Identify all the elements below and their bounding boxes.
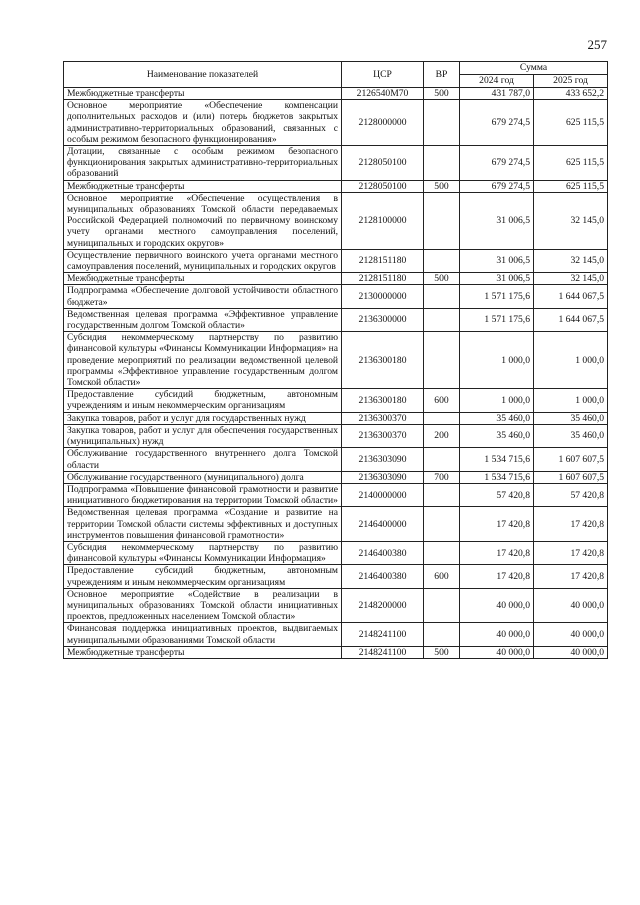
page-number: 257 xyxy=(587,37,607,52)
cell-vr: 600 xyxy=(424,389,460,412)
cell-name: Подпрограмма «Повышение финансовой грамотности и развитие инициативного бюджетирования на территории Томской области» xyxy=(64,483,342,506)
cell-vr xyxy=(424,623,460,646)
cell-v2025: 1 607 607,5 xyxy=(534,448,608,471)
cell-name: Межбюджетные трансферты xyxy=(64,273,342,285)
cell-v2025: 40 000,0 xyxy=(534,588,608,623)
col-header-csr: ЦСР xyxy=(342,62,424,88)
cell-csr: 2136300370 xyxy=(342,424,424,447)
cell-name: Субсидия некоммерческому партнерству по развитию финансовой культуры «Финансы Коммуникации Информация» на проведение мероприятий по реализации ведомственной целевой программы «Эффективное управление государственным долгом Томской области» xyxy=(64,332,342,389)
cell-name: Финансовая поддержка инициативных проектов, выдвигаемых муниципальными образованиями Томской области xyxy=(64,623,342,646)
col-header-vr: ВР xyxy=(424,62,460,88)
cell-vr: 500 xyxy=(424,273,460,285)
cell-vr: 500 xyxy=(424,646,460,658)
cell-v2024: 31 006,5 xyxy=(460,273,534,285)
cell-vr xyxy=(424,308,460,331)
cell-v2025: 35 460,0 xyxy=(534,412,608,424)
cell-v2024: 1 534 715,6 xyxy=(460,448,534,471)
cell-v2025: 17 420,8 xyxy=(534,565,608,588)
table-row xyxy=(64,646,608,658)
cell-csr: 2126540М70 xyxy=(342,88,424,100)
cell-name: Межбюджетные трансферты xyxy=(64,88,342,100)
cell-v2025: 1 000,0 xyxy=(534,332,608,389)
cell-name: Межбюджетные трансферты xyxy=(64,180,342,192)
cell-csr: 2148241100 xyxy=(342,646,424,658)
cell-v2024: 17 420,8 xyxy=(460,541,534,564)
cell-csr: 2128000000 xyxy=(342,100,424,146)
cell-name: Закупка товаров, работ и услуг для обеспечения государственных (муниципальных) нужд xyxy=(64,424,342,447)
cell-vr xyxy=(424,412,460,424)
cell-v2024: 679 274,5 xyxy=(460,180,534,192)
cell-csr: 2128050100 xyxy=(342,146,424,181)
cell-csr: 2128050100 xyxy=(342,180,424,192)
cell-name: Обслуживание государственного внутреннего долга Томской области xyxy=(64,448,342,471)
cell-v2025: 433 652,2 xyxy=(534,88,608,100)
cell-v2025: 1 644 067,5 xyxy=(534,308,608,331)
cell-name: Осуществление первичного воинского учета органами местного самоуправления поселений, муниципальных и городских округов xyxy=(64,249,342,272)
cell-vr xyxy=(424,249,460,272)
table-row xyxy=(64,180,608,192)
cell-vr xyxy=(424,448,460,471)
cell-csr: 2146400380 xyxy=(342,565,424,588)
cell-vr xyxy=(424,285,460,308)
cell-csr: 2146400000 xyxy=(342,507,424,542)
cell-v2024: 31 006,5 xyxy=(460,249,534,272)
cell-csr: 2128100000 xyxy=(342,192,424,249)
cell-v2024: 679 274,5 xyxy=(460,146,534,181)
table-row xyxy=(64,389,608,412)
cell-csr: 2130000000 xyxy=(342,285,424,308)
table-row xyxy=(64,249,608,272)
cell-v2025: 1 607 607,5 xyxy=(534,471,608,483)
cell-csr: 2148241100 xyxy=(342,623,424,646)
table-row xyxy=(64,100,608,146)
cell-vr: 200 xyxy=(424,424,460,447)
cell-v2024: 57 420,8 xyxy=(460,483,534,506)
cell-v2025: 1 644 067,5 xyxy=(534,285,608,308)
cell-vr xyxy=(424,100,460,146)
table-row xyxy=(64,541,608,564)
cell-name: Предоставление субсидий бюджетным, автономным учреждениям и иным некоммерческим организациям xyxy=(64,565,342,588)
cell-vr xyxy=(424,507,460,542)
cell-v2024: 17 420,8 xyxy=(460,507,534,542)
cell-v2025: 625 115,5 xyxy=(534,100,608,146)
cell-name: Ведомственная целевая программа «Эффективное управление государственным долгом Томской области» xyxy=(64,308,342,331)
table-row xyxy=(64,308,608,331)
cell-vr xyxy=(424,483,460,506)
cell-vr: 500 xyxy=(424,180,460,192)
cell-csr: 2148200000 xyxy=(342,588,424,623)
table-row xyxy=(64,623,608,646)
cell-v2025: 40 000,0 xyxy=(534,623,608,646)
cell-v2024: 40 000,0 xyxy=(460,588,534,623)
cell-name: Ведомственная целевая программа «Создание и развитие на территории Томской области системы эффективных и доступных инструментов повышения финансовой грамотности» xyxy=(64,507,342,542)
cell-vr: 500 xyxy=(424,88,460,100)
cell-csr: 2136300180 xyxy=(342,332,424,389)
cell-v2025: 35 460,0 xyxy=(534,424,608,447)
cell-vr xyxy=(424,541,460,564)
table-row xyxy=(64,88,608,100)
table-row xyxy=(64,588,608,623)
cell-v2024: 17 420,8 xyxy=(460,565,534,588)
cell-v2025: 1 000,0 xyxy=(534,389,608,412)
cell-csr: 2136300180 xyxy=(342,389,424,412)
col-header-name: Наименование показателей xyxy=(64,62,342,88)
cell-vr: 700 xyxy=(424,471,460,483)
cell-name: Межбюджетные трансферты xyxy=(64,646,342,658)
cell-csr: 2136303090 xyxy=(342,471,424,483)
table-row xyxy=(64,192,608,249)
cell-vr xyxy=(424,146,460,181)
cell-name: Обслуживание государственного (муниципального) долга xyxy=(64,471,342,483)
cell-vr xyxy=(424,588,460,623)
cell-v2024: 31 006,5 xyxy=(460,192,534,249)
cell-csr: 2140000000 xyxy=(342,483,424,506)
cell-csr: 2136303090 xyxy=(342,448,424,471)
cell-v2024: 1 571 175,6 xyxy=(460,285,534,308)
cell-v2025: 40 000,0 xyxy=(534,646,608,658)
cell-name: Субсидия некоммерческому партнерству по развитию финансовой культуры «Финансы Коммуникации Информация» xyxy=(64,541,342,564)
cell-name: Основное мероприятие «Обеспечение компенсации дополнительных расходов и (или) потерь бюджетов закрытых административно-территориальных образований, связанных с особым режимом безопасного функционирования» xyxy=(64,100,342,146)
cell-v2024: 679 274,5 xyxy=(460,100,534,146)
cell-csr: 2136300370 xyxy=(342,412,424,424)
budget-table xyxy=(63,61,608,659)
table-row xyxy=(64,273,608,285)
cell-name: Подпрограмма «Обеспечение долговой устойчивости областного бюджета» xyxy=(64,285,342,308)
cell-v2025: 32 145,0 xyxy=(534,273,608,285)
cell-csr: 2146400380 xyxy=(342,541,424,564)
table-body xyxy=(64,88,608,659)
cell-v2024: 35 460,0 xyxy=(460,424,534,447)
cell-v2025: 17 420,8 xyxy=(534,541,608,564)
table-row xyxy=(64,565,608,588)
table-row xyxy=(64,424,608,447)
cell-v2024: 40 000,0 xyxy=(460,646,534,658)
table-row xyxy=(64,507,608,542)
cell-v2025: 32 145,0 xyxy=(534,249,608,272)
cell-v2024: 1 000,0 xyxy=(460,389,534,412)
table-row xyxy=(64,471,608,483)
cell-csr: 2128151180 xyxy=(342,249,424,272)
cell-name: Дотации, связанные с особым режимом безопасного функционирования закрытых административно-территориальных образований xyxy=(64,146,342,181)
cell-v2025: 17 420,8 xyxy=(534,507,608,542)
table-row xyxy=(64,146,608,181)
cell-name: Основное мероприятие «Содействие в реализации в муниципальных образованиях Томской области инициативных проектов, предложенных населением Томской области» xyxy=(64,588,342,623)
cell-csr: 2136300000 xyxy=(342,308,424,331)
cell-v2025: 32 145,0 xyxy=(534,192,608,249)
cell-name: Предоставление субсидий бюджетным, автономным учреждениям и иным некоммерческим организациям xyxy=(64,389,342,412)
cell-v2024: 431 787,0 xyxy=(460,88,534,100)
col-header-sum: Сумма xyxy=(460,62,608,75)
cell-v2024: 1 000,0 xyxy=(460,332,534,389)
cell-v2025: 57 420,8 xyxy=(534,483,608,506)
table-row xyxy=(64,332,608,389)
table-row xyxy=(64,483,608,506)
cell-vr: 600 xyxy=(424,565,460,588)
cell-csr: 2128151180 xyxy=(342,273,424,285)
cell-name: Закупка товаров, работ и услуг для государственных нужд xyxy=(64,412,342,424)
cell-vr xyxy=(424,332,460,389)
table-row xyxy=(64,285,608,308)
cell-v2025: 625 115,5 xyxy=(534,180,608,192)
cell-v2025: 625 115,5 xyxy=(534,146,608,181)
cell-vr xyxy=(424,192,460,249)
cell-name: Основное мероприятие «Обеспечение осуществления в муниципальных образованиях Томской области передаваемых Российской Федерацией полномочий по первичному воинскому учету органами местного самоуправления поселений, муниципальных и городских округов» xyxy=(64,192,342,249)
cell-v2024: 1 534 715,6 xyxy=(460,471,534,483)
table-row xyxy=(64,448,608,471)
col-header-2024: 2024 год xyxy=(460,75,534,88)
cell-v2024: 40 000,0 xyxy=(460,623,534,646)
table-row xyxy=(64,412,608,424)
cell-v2024: 35 460,0 xyxy=(460,412,534,424)
col-header-2025: 2025 год xyxy=(534,75,608,88)
cell-v2024: 1 571 175,6 xyxy=(460,308,534,331)
